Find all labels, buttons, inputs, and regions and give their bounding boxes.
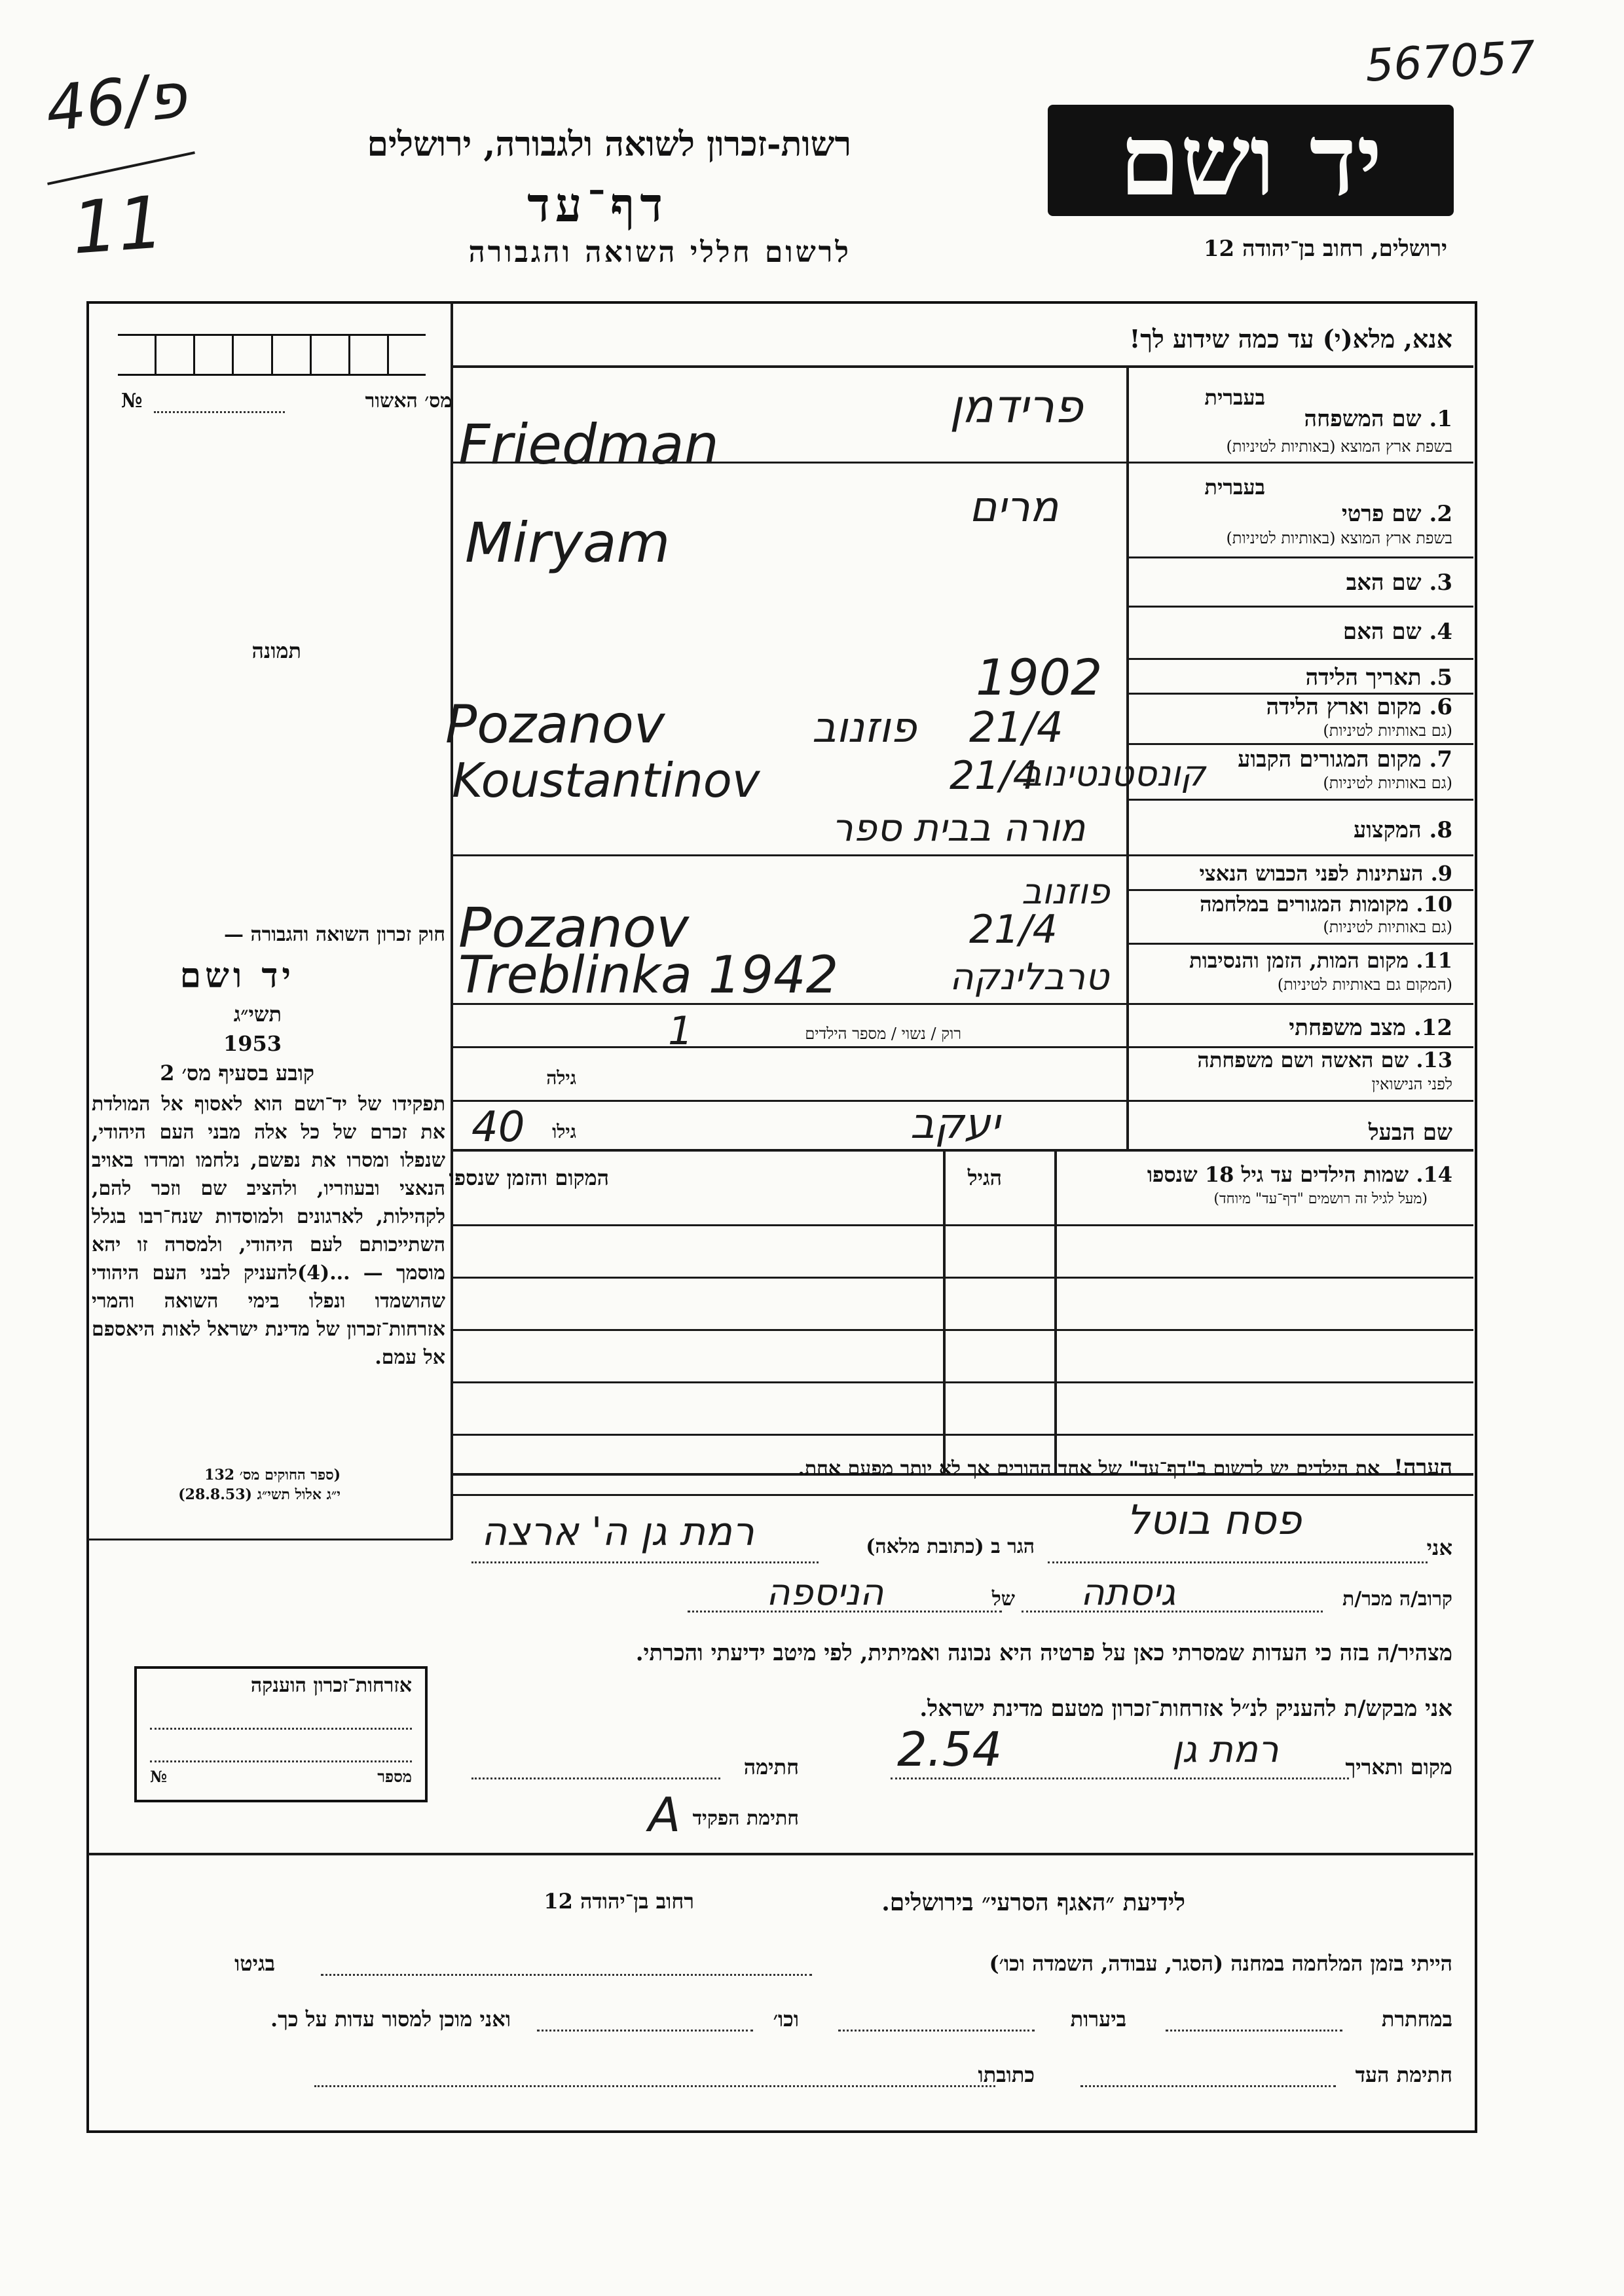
field-2-text: שם פרטי: [1341, 501, 1422, 527]
cert-number-line: [154, 411, 285, 413]
footer-line-2b: ביערות: [1070, 2007, 1126, 2032]
citizenship-box-line-1: [150, 1728, 412, 1730]
place-date-label: מקום ותאריך: [1345, 1755, 1452, 1779]
place-date-line: [891, 1777, 1349, 1779]
footer-divider: [88, 1853, 1473, 1855]
death-place-latin: Treblinka 1942: [458, 946, 839, 1005]
death-place-hebrew: טרבלינקה: [950, 956, 1109, 998]
field-9-text: העתינות לפני הכבוש הנאצי: [1199, 861, 1424, 886]
field-12-label: [1289, 1015, 1452, 1041]
cert-number-sign: №: [121, 390, 143, 412]
relation-of: הניספה: [766, 1571, 884, 1614]
rule-14: [452, 1149, 1473, 1152]
footer-line-1: הייתי בזמן המלחמה במחנה (הסגר, עבודה, השמדה וכו׳): [989, 1951, 1452, 1976]
citizenship-box: [134, 1666, 428, 1802]
rule-2: [1128, 556, 1473, 558]
note-label: הערה!: [1393, 1455, 1452, 1481]
birth-place-latin: Pozanov: [445, 694, 665, 755]
field-13-label: [1197, 1048, 1452, 1072]
field-8-text: המקצוע: [1353, 817, 1422, 843]
citizenship-box-title: אזרחות־זכרון הוענקה: [250, 1674, 412, 1697]
form-instruction: אנא, מלא(י) עד כמה שידוע לך!: [1129, 324, 1452, 354]
footer-line-2c-blank: [537, 2030, 753, 2032]
children-col-div-1: [943, 1150, 946, 1474]
field-9-label: [1200, 861, 1453, 886]
field-11-num: 11.: [1416, 948, 1452, 973]
field-3-num: 3.: [1429, 570, 1452, 596]
footer-line-3a: חתימת העד: [1355, 2062, 1452, 2087]
children-subheader: (מעל לגיל זה רושמים "דף־עד" מיוחד): [1213, 1191, 1428, 1207]
field-7-num: 7.: [1429, 746, 1452, 773]
footer-line-2a: במחתרת: [1381, 2007, 1452, 2032]
footer-line-2a-blank: [1166, 2030, 1342, 2032]
children-col-div-2: [1054, 1150, 1057, 1474]
field-7-text: מקום המגורים הקבוע: [1238, 746, 1422, 773]
photo-label: תמונה: [251, 638, 301, 663]
field-8-label: [1354, 817, 1452, 843]
children-row-4: [452, 1381, 1473, 1383]
footer-notice-title: לידיעת ״האגף הסרעי״ בירושלים.: [881, 1889, 1185, 1916]
field-3-label: [1346, 570, 1452, 596]
field-2-label: [1342, 501, 1452, 527]
field-6-note: (גם באותיות לטיניות): [1323, 721, 1452, 740]
family-name-hebrew: פרידמן: [950, 380, 1083, 433]
field-6-text: מקום וארץ הלידה: [1266, 694, 1422, 720]
declarant-address: רמת גן ה' ארצה: [481, 1509, 754, 1555]
left-column-bottom: [88, 1539, 452, 1540]
field-2-hebrew-tag: בעברית: [1204, 475, 1265, 500]
residence-date: 21/4: [950, 753, 1038, 799]
field-6-label: [1266, 694, 1452, 720]
signature-label: חתימה: [743, 1755, 799, 1779]
law-body: תפקידו של יד־ושם הוא לאסוף אל המולדת את זכרם של כל אלה מבני העם היהודי, שנפלו ומסרו את נפשם, נלחמו ומרדו באויב הנאצי ובעוזריו, ולהציב שם וזכר להם, לקהילות, לארגונים ולמוסדות שנח־רבו בגלל השתייכותם לעם היהודי, ולמסרה זו יהא מוסמך — ...(4)להעניק לבני העם היהודי שהושמדו ונפלו בימי השואה והמרי אזרחות־זכרון של מדינת ישראל לאות היאספם אל עמם.: [92, 1093, 445, 1369]
footer-line-3b: כתובתו: [978, 2062, 1035, 2087]
field-12-num: 12.: [1413, 1015, 1452, 1041]
note-body: את הילדים יש לרשום ב"דף־עד" של אחד ההורים אך לא יותר מפעם אחת.: [798, 1457, 1380, 1480]
wartime-place-hebrew: פוזנוב: [1022, 871, 1110, 912]
law-year-hebrew: תשי״ג: [233, 1002, 282, 1027]
rule-10: [1128, 943, 1473, 945]
children-row-5: [452, 1434, 1473, 1436]
footer-line-1-blank: [321, 1974, 812, 1976]
field-4-num: 4.: [1429, 619, 1452, 645]
field-2-note: בשפת ארץ המוצא (באותיות לטיניות): [1226, 529, 1452, 547]
field-11-label: [1189, 948, 1452, 973]
institution-line: רשות-זכרון לשואה ולגבורה, ירושלים: [367, 124, 851, 164]
corner-reference-right: 567057: [1364, 31, 1537, 92]
family-name-latin: Friedman: [458, 412, 719, 477]
birth-place-hebrew: פוזנוב: [812, 704, 917, 752]
field-10-note: (גם באותיות לטיניות): [1323, 918, 1452, 936]
spouse-name: יעקב: [910, 1100, 1000, 1148]
footer-line-2c: וכו׳: [773, 2007, 799, 2032]
note-text: [798, 1455, 1452, 1481]
husband-age-label: גילו: [552, 1121, 576, 1142]
field-1-num: 1.: [1429, 406, 1452, 432]
clerk-signature: A: [648, 1787, 681, 1842]
citizenship-box-line-2: [150, 1760, 412, 1762]
corner-strike: [47, 151, 195, 185]
citizenship-box-number: מספר: [377, 1767, 412, 1786]
children-count: 1: [668, 1008, 693, 1054]
field-13-text: שם האשה ושם משפחתה: [1197, 1048, 1409, 1072]
field-5-num: 5.: [1429, 665, 1452, 691]
field-8-num: 8.: [1429, 817, 1452, 843]
rule-6: [1128, 743, 1473, 745]
children-row-1: [452, 1224, 1473, 1226]
husband-label: שם הבעל: [1368, 1120, 1452, 1146]
spouse-age: 40: [471, 1103, 525, 1152]
form-title: דף־עד: [527, 177, 668, 232]
rule-7: [1128, 799, 1473, 801]
instruction-rule: [452, 365, 1473, 368]
field-12-text: מצב משפחתי: [1289, 1015, 1406, 1041]
children-header: 14. שמות הילדים עד גיל 18 שנספו: [1147, 1162, 1452, 1187]
wartime-place-latin: Pozanov: [458, 896, 689, 960]
residence-latin: Koustantinov: [452, 753, 760, 808]
signature-line: [471, 1777, 720, 1779]
citizenship-no-sign: №: [150, 1767, 168, 1786]
children-place-col: המקום והזמן שנספו: [449, 1165, 609, 1190]
rule-9: [1128, 889, 1473, 891]
field-9-num: 9.: [1430, 861, 1452, 886]
footer-notice-address: רחוב בן־יהודה 12: [544, 1889, 694, 1914]
field-11-note: (המקום גם באותיות לטיניות): [1277, 975, 1452, 994]
field-1-label: [1304, 406, 1452, 432]
law-source-2: י״ג אלול תשי״ג (28.8.53): [178, 1486, 341, 1503]
law-year: 1953: [223, 1031, 282, 1056]
footer-line-2b-blank: [838, 2030, 1035, 2032]
field-1-text: שם המשפחה: [1304, 406, 1422, 432]
field-10-text: מקומות המגורים במלחמה: [1200, 892, 1409, 917]
corner-reference-left: 46/פ: [42, 58, 190, 146]
field-10-num: 10.: [1416, 892, 1452, 917]
marital-options: רוק / נשוי / מספר הילדים: [805, 1025, 961, 1043]
clerk-label: חתימת הפקיד: [692, 1807, 799, 1830]
field-4-label: [1343, 619, 1452, 645]
form-subtitle: לרשום חללי השואה והגבורה: [468, 236, 851, 269]
cert-number-boxes: [118, 334, 426, 376]
footer-line-1-end: בגיטו: [234, 1951, 275, 1976]
left-column-divider: [451, 302, 453, 1540]
law-source: (ספר החוקים מס׳ 132: [204, 1467, 341, 1484]
children-age-col: הגיל: [967, 1165, 1002, 1190]
profession: מורה בבית ספר: [832, 805, 1086, 850]
note-rule: [452, 1494, 1473, 1496]
field-3-text: שם האב: [1346, 570, 1422, 596]
field-5-text: תאריך הלידה: [1305, 665, 1422, 691]
field-1-note: בשפת ארץ המוצא (באותיות לטיניות): [1226, 437, 1452, 456]
children-row-2: [452, 1277, 1473, 1279]
field-2-num: 2.: [1429, 501, 1452, 527]
living-at-label: הגר ב (כתובת מלאה): [866, 1535, 1035, 1558]
corner-reference-left-2: 11: [69, 180, 167, 270]
wife-age-label: גילה: [546, 1067, 576, 1089]
field-7-label: [1238, 746, 1452, 773]
residence-hebrew: קונסטנטינוב: [1022, 753, 1206, 794]
law-name: יד ושם: [179, 956, 295, 996]
children-row-3: [452, 1329, 1473, 1331]
relation: גיסתה: [1080, 1571, 1176, 1614]
field-5-label: [1306, 665, 1452, 691]
field-13-note: לפני הנישואין: [1371, 1075, 1452, 1093]
birth-year: 1902: [976, 648, 1103, 706]
first-name-latin: Miryam: [465, 511, 671, 575]
field-1-hebrew-tag: בעברית: [1204, 385, 1265, 410]
birth-date: 21/4: [969, 704, 1063, 752]
law-title: חוק זכרון השואה והגבורה —: [224, 923, 445, 946]
declarant-name: פסח בוטל: [1126, 1496, 1302, 1544]
request-text: אני מבקש/ת להעניק לנ״ל אזרחות־זכרון מטעם מדינת ישראל.: [919, 1696, 1452, 1722]
relative-label: קרוב/ה מכר/ת: [1342, 1588, 1452, 1611]
field-4-text: שם האם: [1342, 619, 1422, 645]
signature-place: רמת גן: [1172, 1728, 1279, 1771]
i-label: אני: [1426, 1535, 1452, 1560]
declaration-text: מצהיר/ה בזה כי העדות שמסרתי כאן על פרטיה היא נכונה ואמיתית, לפי מיטב ידיעתי והכרתי.: [635, 1640, 1452, 1666]
law-clause: קובע בסעיף מס׳ 2: [160, 1061, 314, 1085]
header-address: ירושלים, רחוב בן־יהודה 12: [1203, 236, 1447, 262]
rule-8: [452, 854, 1473, 856]
yad-vashem-logo: יד ושם: [1048, 105, 1454, 216]
field-10-label: [1200, 892, 1452, 917]
of-label: של: [991, 1588, 1015, 1611]
field-11-text: מקום המות, הזמן והנסיבות: [1189, 948, 1409, 973]
first-name-hebrew: מרים: [969, 483, 1059, 532]
declarant-name-line: [1048, 1561, 1428, 1563]
footer-line-3a-blank: [1080, 2085, 1336, 2087]
rule-3: [1128, 606, 1473, 608]
signature-date: 2.54: [897, 1722, 1003, 1777]
wartime-date: 21/4: [969, 907, 1058, 953]
address-line: [471, 1561, 819, 1563]
field-13-num: 13.: [1416, 1048, 1452, 1072]
field-7-note: (גם באותיות לטיניות): [1323, 774, 1452, 792]
cert-number-label: מס׳ האשור: [365, 390, 452, 412]
footer-line-2d: ואני מוכן למסור עדות על כך.: [270, 2007, 511, 2032]
rule-4: [1128, 658, 1473, 660]
footer-line-3b-blank: [314, 2085, 995, 2087]
field-6-num: 6.: [1429, 694, 1452, 720]
